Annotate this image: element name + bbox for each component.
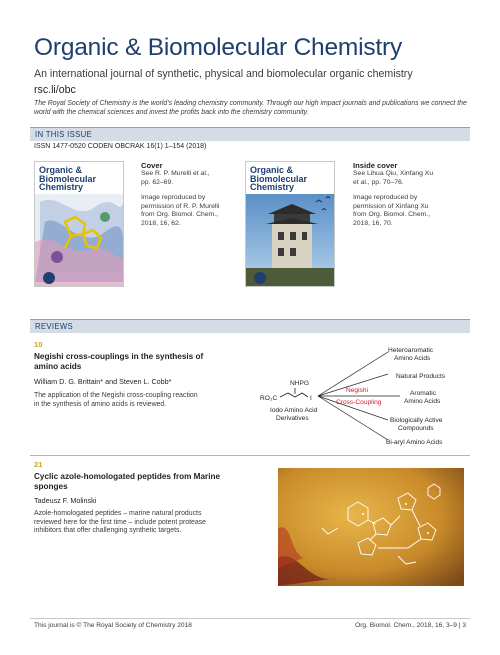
article-divider [30,455,470,456]
product-bioactive-2: Compounds [398,425,434,432]
scheme-nhpg: NHPG [290,380,310,387]
front-cover-artwork [35,162,124,287]
journal-url-link[interactable]: rsc.li/obc [34,84,76,96]
product-natural: Natural Products [396,373,446,380]
front-cover-label: Cover [141,161,163,170]
product-aromatic-1: Aromatic [410,390,437,397]
inside-cover-see: See Lihua Qiu, Xinfang Xu et al., pp. 70–76. [353,170,434,186]
inside-cover-artwork [246,162,335,287]
inside-cover-label: Inside cover [353,161,398,170]
article-1-page-number: 10 [34,340,43,349]
product-aromatic-2: Amino Acids [404,398,441,405]
article-2-page-number: 21 [34,460,43,469]
front-cover-credit: Image reproduced by permission of R. P. Murelli from Org. Biomol. Chem., 2018, 16, 62. [141,194,220,227]
product-heteroaromatic-1: Heteroaromatic [388,347,434,354]
journal-subtitle: An international journal of synthetic, physical and biomolecular organic chemistry [34,68,413,80]
journal-title: Organic & Biomolecular Chemistry [34,34,403,61]
front-cover-see: See R. P. Murelli et al., pp. 62–69. [141,170,210,186]
scheme-ester: RO₂C [260,395,278,402]
reviews-heading: REVIEWS [35,322,74,331]
product-heteroaromatic-2: Amino Acids [394,355,431,362]
article-1-title-link[interactable]: Negishi cross-couplings in the synthesis of amino acids [34,352,204,371]
negishi-reaction-scheme [250,340,470,452]
article-2-authors: Tadeusz F. Molinski [34,496,97,505]
inside-cover-credit: Image reproduced by permission of Xinfang Xu from Org. Biomol. Chem., 2018, 16, 70. [353,194,431,227]
in-this-issue-heading: IN THIS ISSUE [35,130,93,139]
inside-cover-image[interactable] [245,161,335,287]
front-cover-image[interactable] [34,161,124,287]
product-biaryl: Bi-aryl Amino Acids [386,439,443,446]
scheme-reaction-label-1: Negishi [346,387,368,394]
rsc-tagline: The Royal Society of Chemistry is the world's leading chemistry community. Through our high impact journals and publications we connect the world with the chemical sciences and invest the profits back into the chemistry community. [34,100,467,116]
article-2-abstract: Azole-homologated peptides – marine natural products reviewed here for the first time – include potent protease inhibitors that offer challenging synthetic targets. [34,510,206,535]
scheme-caption-1: Iodo Amino Acid [270,407,318,414]
issn-line: ISSN 1477-0520 CODEN OBCRAK 16(1) 1–154 (2018) [34,143,207,150]
product-bioactive-1: Biologically Active [390,417,443,424]
reviews-band [30,319,470,333]
article-2-title-link[interactable]: Cyclic azole-homologated peptides from Marine sponges [34,472,221,491]
footer-citation: Org. Biomol. Chem., 2018, 16, 3–9 | 3 [355,622,466,629]
front-cover-details [141,161,223,229]
marine-sponge-image [278,468,464,586]
scheme-reaction-label-2: Cross-Coupling [336,399,382,406]
cover-masthead: Organic & Biomolecular Chemistry [39,165,97,192]
article-1-authors: William D. G. Brittain* and Steven L. Cobb* [34,377,172,386]
inside-cover-details [353,161,453,229]
in-this-issue-band [30,127,470,141]
article-1-abstract: The application of the Negishi cross-coupling reaction in the synthesis of amino acids is reviewed. [34,392,198,408]
footer-copyright: This journal is © The Royal Society of Chemistry 2018 [34,622,192,629]
scheme-caption-2: Derivatives [276,415,309,422]
footer-rule [30,618,470,619]
inside-cover-masthead: Organic & Biomolecular Chemistry [250,165,308,192]
scheme-iodide: I [310,395,312,402]
